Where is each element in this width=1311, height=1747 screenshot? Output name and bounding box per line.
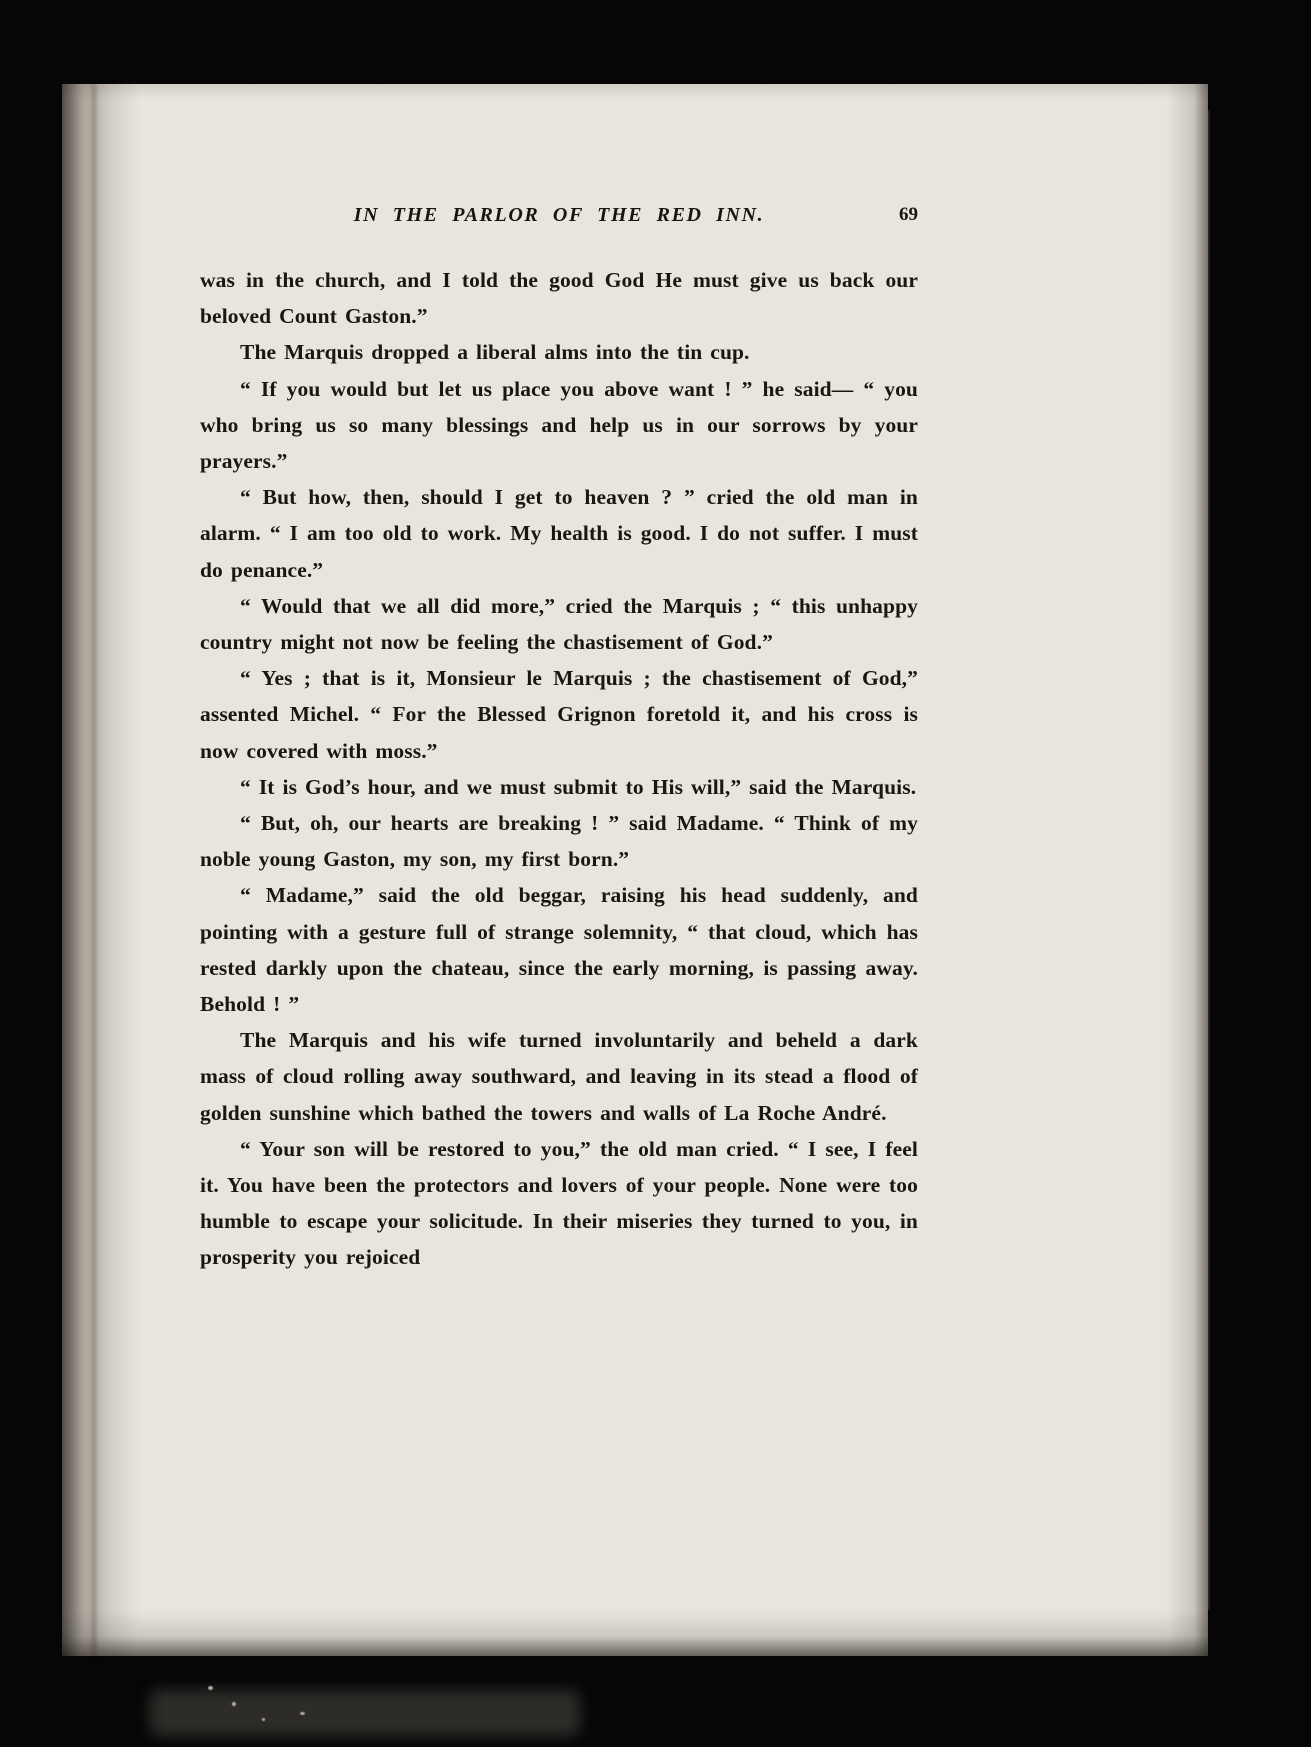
paragraph: “ But how, then, should I get to heaven ? ” cried the old man in alarm. “ I am too old to work. My health is good. I do not suffer. I must do penance.” — [200, 485, 918, 582]
page-number: 69 — [899, 204, 918, 225]
bottom-paper-edge — [150, 1690, 580, 1736]
paragraph: “ Your son will be restored to you,” the old man cried. “ I see, I feel it. You have been the protectors and lovers of your people. None were too humble to escape your solicitude. In their miseries they turned to you, in prosperity you rejoiced — [200, 1136, 918, 1270]
page-title: IN THE PARLOR OF THE RED INN. — [353, 204, 765, 226]
running-head — [200, 202, 918, 228]
paragraph: The Marquis and his wife turned involuntarily and beheld a dark mass of cloud rolling away southward, and leaving in its stead a flood of golden sunshine which bathed the towers and walls of La Roche André. — [200, 1028, 918, 1125]
paragraph: “ It is God’s hour, and we must submit to His will,” said the Marquis. — [240, 774, 917, 799]
paragraph: “ Would that we all did more,” cried the Marquis ; “ this unhappy country might not now be feeling the chastisement of God.” — [200, 593, 918, 655]
scan-speck — [300, 1712, 305, 1715]
binding-shadow — [92, 84, 96, 1656]
paragraph: “ Yes ; that is it, Monsieur le Marquis ; the chastisement of God,” assented Michel. “ For the Blessed Grignon foretold it, and his cross is now covered with moss.” — [200, 666, 918, 763]
paragraph: “ If you would but let us place you above want ! ” he said— “ you who bring us so many blessings and help us in our sorrows by your prayers.” — [200, 376, 918, 474]
scan-speck — [262, 1718, 265, 1721]
scanned-page — [62, 84, 1208, 1656]
paragraph: “ Madame,” said the old beggar, raising his head suddenly, and pointing with a gesture full of strange solemnity, “ that cloud, which has rested darkly upon the chateau, since the early morning, is passing away. Behold ! ” — [200, 883, 918, 1017]
paragraph: was in the church, and I told the good God He must give us back our beloved Count Gaston.” — [200, 268, 918, 329]
paragraph: “ But, oh, our hearts are breaking ! ” said Madame. “ Think of my noble young Gaston, my son, my first born.” — [200, 811, 918, 872]
page-content — [200, 202, 918, 1276]
scan-speck — [208, 1686, 213, 1690]
scan-speck — [232, 1702, 236, 1706]
page-body — [200, 262, 918, 1276]
paragraph: The Marquis dropped a liberal alms into the tin cup. — [240, 340, 750, 365]
